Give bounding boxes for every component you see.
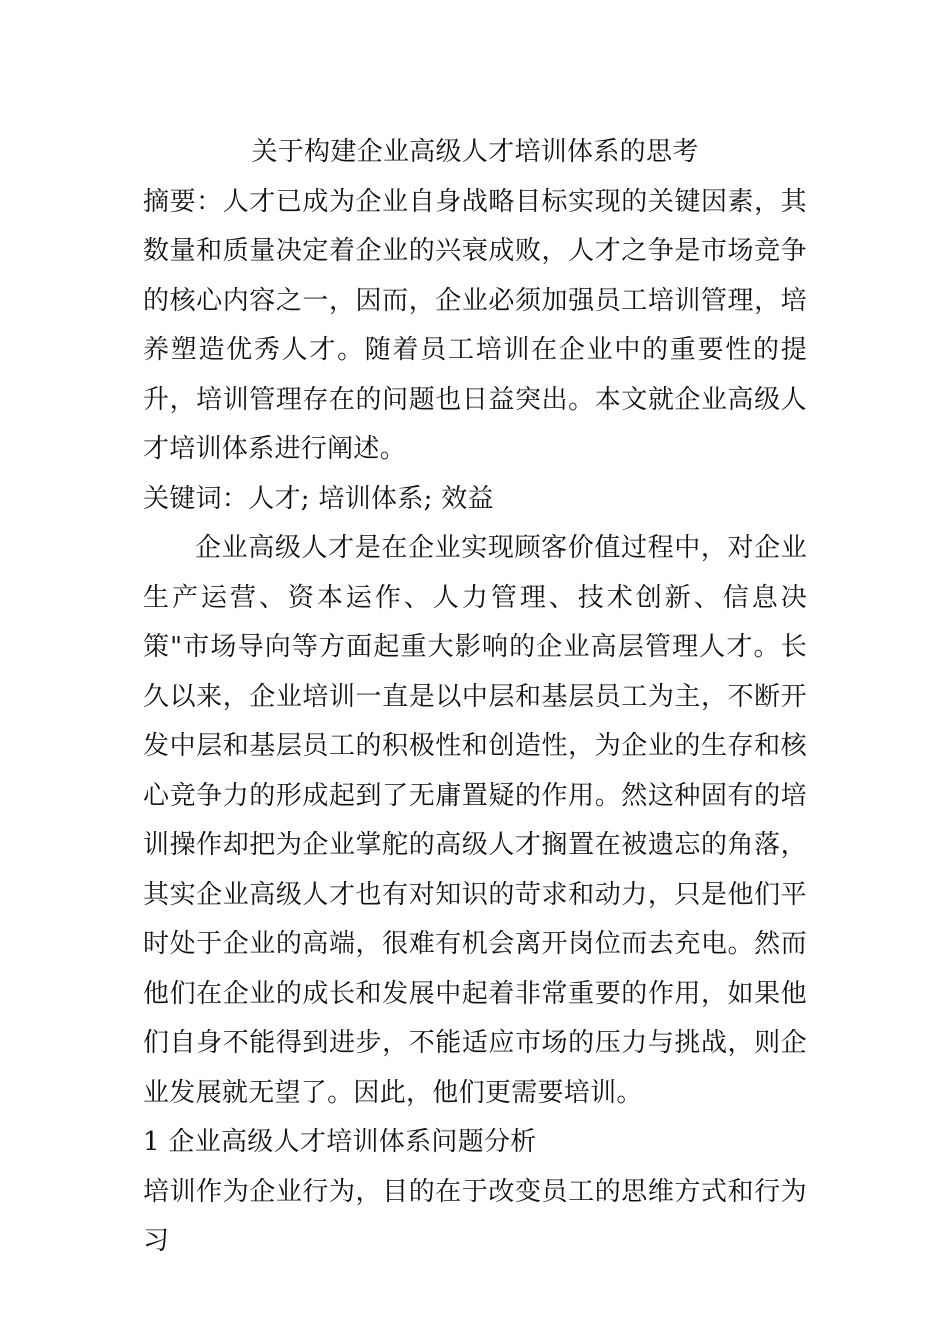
document-body [143, 128, 807, 1267]
section-1-paragraph: 培训作为企业行为，目的在于改变员工的思维方式和行为习 [143, 1176, 807, 1256]
keywords-line: 关键词：人才; 培训体系; 效益 [143, 483, 494, 514]
document-title: 关于构建企业高级人才培训体系的思考 [251, 137, 699, 167]
intro-paragraph: 企业高级人才是在企业实现顾客价值过程中，对企业生产运营、资本运作、人力管理、技术创新、信息决策"市场导向等方面起重大影响的企业高层管理人才。长久以来，企业培训一直是以中层和基层员工为主，不断开发中层和基层员工的积极性和创造性，为企业的生存和核心竞争力的形成起到了无庸置疑的作用。然这种固有的培训操作却把为企业掌舵的高级人才搁置在被遗忘的角落，其实企业高级人才也有对知识的苛求和动力，只是他们平时处于企业的高端，很难有机会离开岗位而去充电。然而他们在企业的成长和发展中起着非常重要的作用，如果他们自身不能得到进步，不能适应市场的压力与挑战，则企业发展就无望了。因此，他们更需要培训。 [143, 533, 807, 1108]
abstract-paragraph: 摘要：人才已成为企业自身战略目标实现的关键因素，其数量和质量决定着企业的兴衰成败，人才之争是市场竞争的核心内容之一，因而，企业必须加强员工培训管理，培养塑造优秀人才。随着员工培训在企业中的重要性的提升，培训管理存在的问题也日益突出。本文就企业高级人才培训体系进行阐述。 [143, 186, 807, 464]
section-1-heading: 1 企业高级人才培训体系问题分析 [143, 1127, 537, 1157]
